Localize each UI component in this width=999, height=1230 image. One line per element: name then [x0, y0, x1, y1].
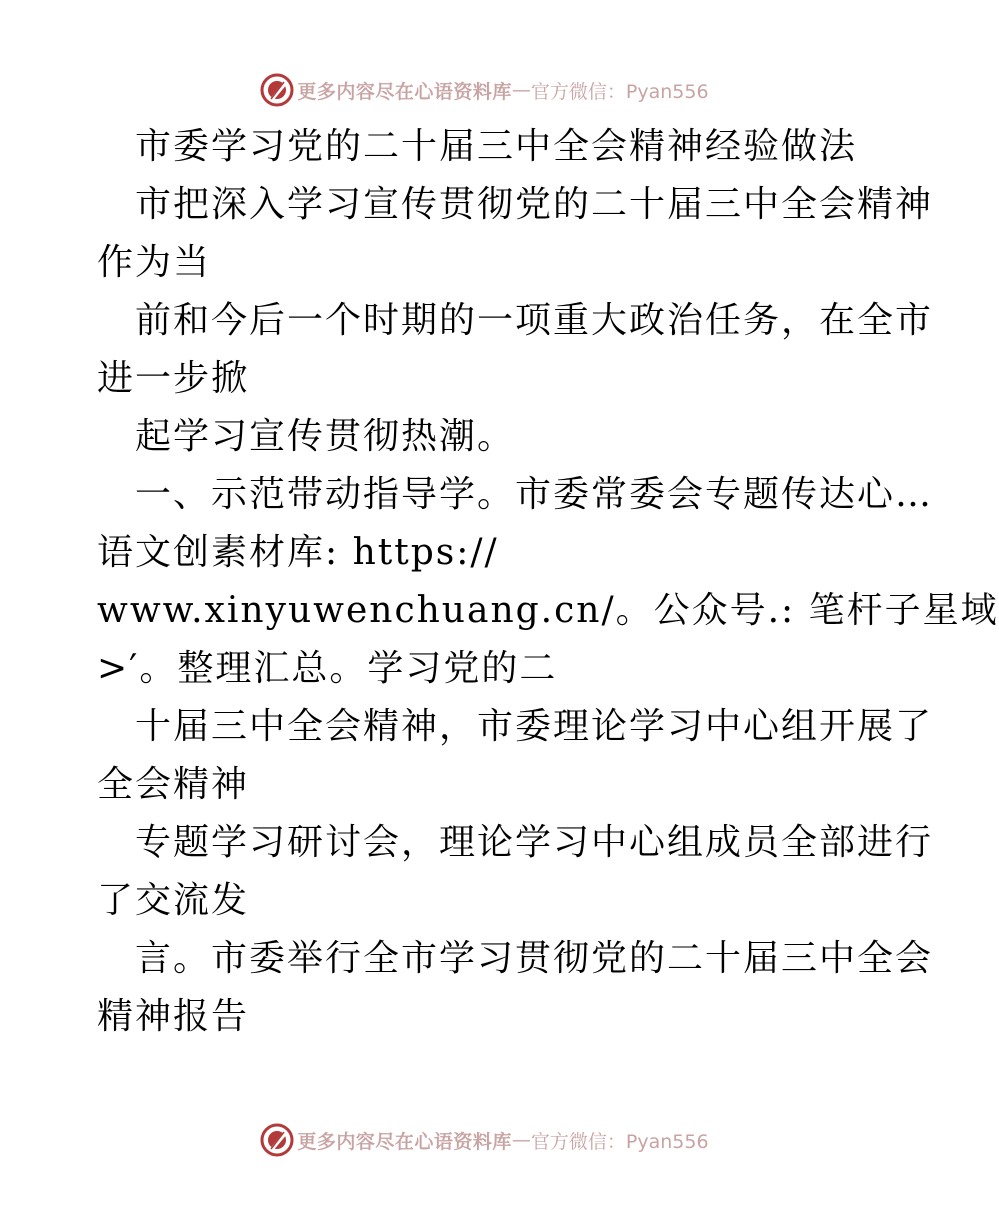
watermark-brand-text: 更多内容尽在心语资料库: [297, 1130, 512, 1153]
paragraph-line: 言。市委举行全市学习贯彻党的二十届三中全会: [135, 938, 934, 979]
pen-nib-logo-icon: [259, 1122, 295, 1158]
watermark-group: [259, 1122, 708, 1158]
footer-watermark: [0, 1120, 950, 1160]
document-body: [97, 118, 999, 1046]
paragraph-line: 专题学习研讨会，理论学习中心组成员全部进行: [135, 822, 934, 863]
paragraph-line: 全会精神: [97, 764, 250, 805]
paragraph-line: 作为当: [97, 242, 212, 283]
watermark-dash: —: [511, 1129, 531, 1151]
watermark-group: [259, 72, 708, 108]
paragraph-line: >′。整理汇总。学习党的二: [97, 648, 558, 689]
header-watermark: [0, 70, 950, 110]
paragraph-line: www.xinyuwenchuang.cn/。公众号.: 笔杆子星域: [97, 590, 999, 631]
watermark-contact-text: 官方微信：Pyan556: [530, 80, 709, 103]
paragraph-line: 十届三中全会精神，市委理论学习中心组开展了: [135, 706, 934, 747]
paragraph-line: 市把深入学习宣传贯彻党的二十届三中全会精神: [135, 184, 934, 225]
paragraph-line: 进一步掀: [97, 358, 250, 399]
paragraph-line: 精神报告: [97, 996, 250, 1037]
watermark-dash: —: [511, 79, 531, 101]
doc-title-line: 市委学习党的二十届三中全会精神经验做法: [135, 126, 858, 167]
paragraph-line: 语文创素材库: https://: [97, 532, 499, 573]
paragraph-line: 前和今后一个时期的一项重大政治任务，在全市: [135, 300, 934, 341]
paragraph-line: 起学习宣传贯彻热潮。: [135, 416, 516, 457]
watermark-brand-text: 更多内容尽在心语资料库: [297, 80, 512, 103]
watermark-contact-text: 官方微信：Pyan556: [530, 1130, 709, 1153]
paragraph-line: 了交流发: [97, 880, 250, 921]
pen-nib-logo-icon: [259, 72, 295, 108]
paragraph-line: 一、示范带动指导学。市委常委会专题传达心…: [135, 474, 934, 515]
